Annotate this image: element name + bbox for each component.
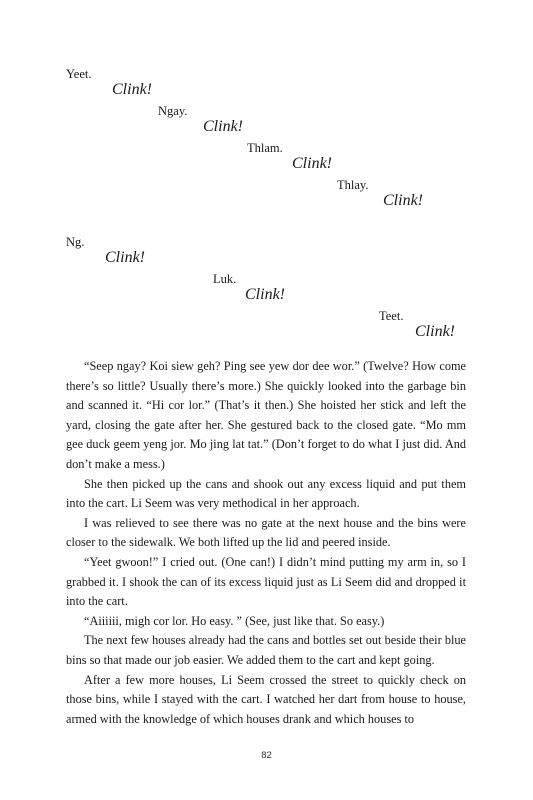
clink-7: Clink!	[415, 323, 455, 340]
paragraph-6: The next few houses already had the cans and bottles set out beside their blue bins so that made our job easier. We added them to the cart and kept going.	[66, 633, 466, 667]
paragraph-7: After a few more houses, Li Seem crossed the street to quickly check on those bins, while I stayed with the cart. I watched her dart from house to house, armed with the knowledge of which houses drank and which houses to	[66, 672, 466, 726]
clink-2: Clink!	[203, 118, 243, 135]
count-word-4: Thlay.	[337, 178, 369, 192]
clink-3: Clink!	[292, 155, 332, 172]
body-text	[66, 357, 466, 729]
count-word-7: Teet.	[379, 309, 404, 323]
paragraph-1: “Seep ngay? Koi siew geh? Ping see yew dor dee wor.” (Twelve? How come there’s so little? Usually there’s more.) She quickly looked into the garbage bin and scanned it. “Hi cor lor.” (That’s it then.) She hoisted her stick and left the yard, closing the gate after her. She gestured back to the closed gate. “Mo mm gee duck geem yeng jor. Mo jing lat tat.” (Don’t forget to do what I just did. And don’t make a mess.)	[66, 359, 466, 471]
clink-5: Clink!	[105, 249, 145, 266]
count-word-6: Luk.	[213, 272, 237, 286]
clink-4: Clink!	[383, 192, 423, 209]
count-word-3: Thlam.	[247, 141, 283, 155]
count-word-1: Yeet.	[66, 67, 92, 81]
paragraph-4: “Yeet gwoon!” I cried out. (One can!) I didn’t mind putting my arm in, so I grabbed it. I shook the can of its excess liquid just as Li Seem did and dropped it into the cart.	[66, 554, 466, 609]
paragraph-3: I was relieved to see there was no gate at the next house and the bins were closer to the sidewalk. We both lifted up the lid and peered inside.	[66, 515, 466, 550]
paragraph-2: She then picked up the cans and shook out any excess liquid and put them into the cart. Li Seem was very methodical in her approach.	[66, 476, 466, 511]
paragraph-5: “Aiiiiii, migh cor lor. Ho easy. ” (See, just like that. So easy.)	[84, 613, 385, 628]
clink-1: Clink!	[112, 81, 152, 98]
count-word-2: Ngay.	[158, 104, 188, 118]
count-word-5: Ng.	[66, 235, 85, 249]
clink-6: Clink!	[245, 286, 285, 303]
page-number: 82	[261, 750, 272, 761]
